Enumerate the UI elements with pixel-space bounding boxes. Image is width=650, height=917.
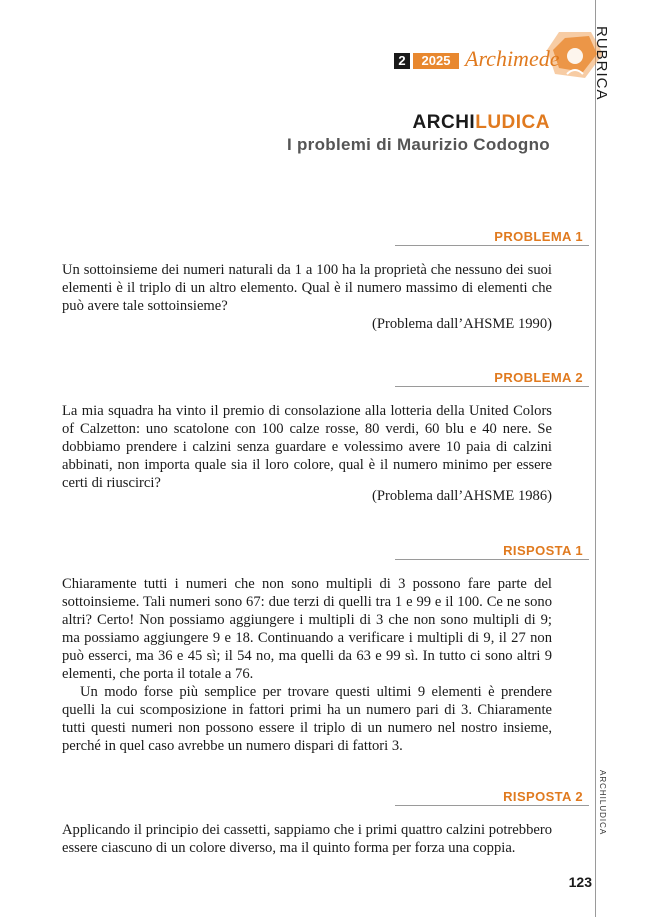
paragraph: Chiaramente tutti i numeri che non sono multipli di 3 possono fare parte del sottoinsieme. Tali numeri sono 67: due terzi di quelli tra 1 e 99 e il 100. Ce ne sono altri? Certo! Non possiamo aggiungere i multipli di 3 che non sono multipli di 9; ma possiamo aggiungere 9 e 18. Continuando a verificare i multipli di 9, il 27 non può esserci, ma 36 e 45 sì; il 54 no, ma quelli da 63 e 99 sì. In tutto ci sono altri 9 elementi, che porta il totale a 76. bbox=[62, 576, 552, 682]
page-number: 123 bbox=[568, 874, 592, 890]
magazine-name: Archimede bbox=[465, 46, 560, 71]
running-side-label: ARCHILUDICA bbox=[598, 770, 607, 836]
problem-source: (Problema dall’AHSME 1986) bbox=[372, 488, 552, 504]
section-rule bbox=[395, 386, 589, 387]
section-heading: PROBLEMA 1 bbox=[494, 229, 583, 244]
section-rule bbox=[395, 245, 589, 246]
section-body bbox=[62, 261, 552, 315]
section-heading: RISPOSTA 2 bbox=[503, 789, 583, 804]
section-heading: PROBLEMA 2 bbox=[494, 370, 583, 385]
section-body bbox=[62, 402, 552, 492]
section-rule bbox=[395, 805, 589, 806]
issue-number: 2 bbox=[394, 53, 410, 69]
paragraph: Un sottoinsieme dei numeri naturali da 1 a 100 ha la proprietà che nessuno dei suoi elementi è il triplo di un altro elemento. Qual è il numero massimo di elementi che può avere tale sottoinsieme? bbox=[62, 262, 552, 314]
paragraph: Applicando il principio dei cassetti, sappiamo che i primi quattro calzini potrebbero essere ciascuno di un colore diverso, ma il quinto forma per forza una coppia. bbox=[62, 822, 552, 856]
title-part-ludica: LUDICA bbox=[475, 112, 550, 133]
paragraph: La mia squadra ha vinto il premio di consolazione alla lotteria della United Colors of Calzetton: uno scatolone con 100 calze rosse, 80 verdi, 60 blu e 40 nere. Se dobbiamo prendere i calzini senza guardare e volessimo avere 10 paia di calzini abbinati, non importa quale sia il loro colore, qual è il numero minimo per essere certi di riuscirci? bbox=[62, 403, 552, 491]
issue-year: 2025 bbox=[413, 53, 459, 69]
paragraph: Un modo forse più semplice per trovare questi ultimi 9 elementi è prendere quelli la cui scomposizione in fattori primi ha un numero pari di 3. Chiaramente tutti questi numeri non possono essere il triplo di un numero nel nostro insieme, perché in quel caso avrebbe un numero dispari di fattori 3. bbox=[62, 684, 552, 754]
section-heading: RISPOSTA 1 bbox=[503, 543, 583, 558]
section-label: RUBRICA bbox=[593, 26, 610, 101]
section-body bbox=[62, 575, 552, 755]
title-part-archi: ARCHI bbox=[412, 112, 476, 133]
problem-source: (Problema dall’AHSME 1990) bbox=[372, 316, 552, 332]
section-body bbox=[62, 821, 552, 857]
page-subtitle: I problemi di Maurizio Codogno bbox=[286, 135, 550, 154]
section-rule bbox=[395, 559, 589, 560]
page-title bbox=[300, 112, 550, 134]
